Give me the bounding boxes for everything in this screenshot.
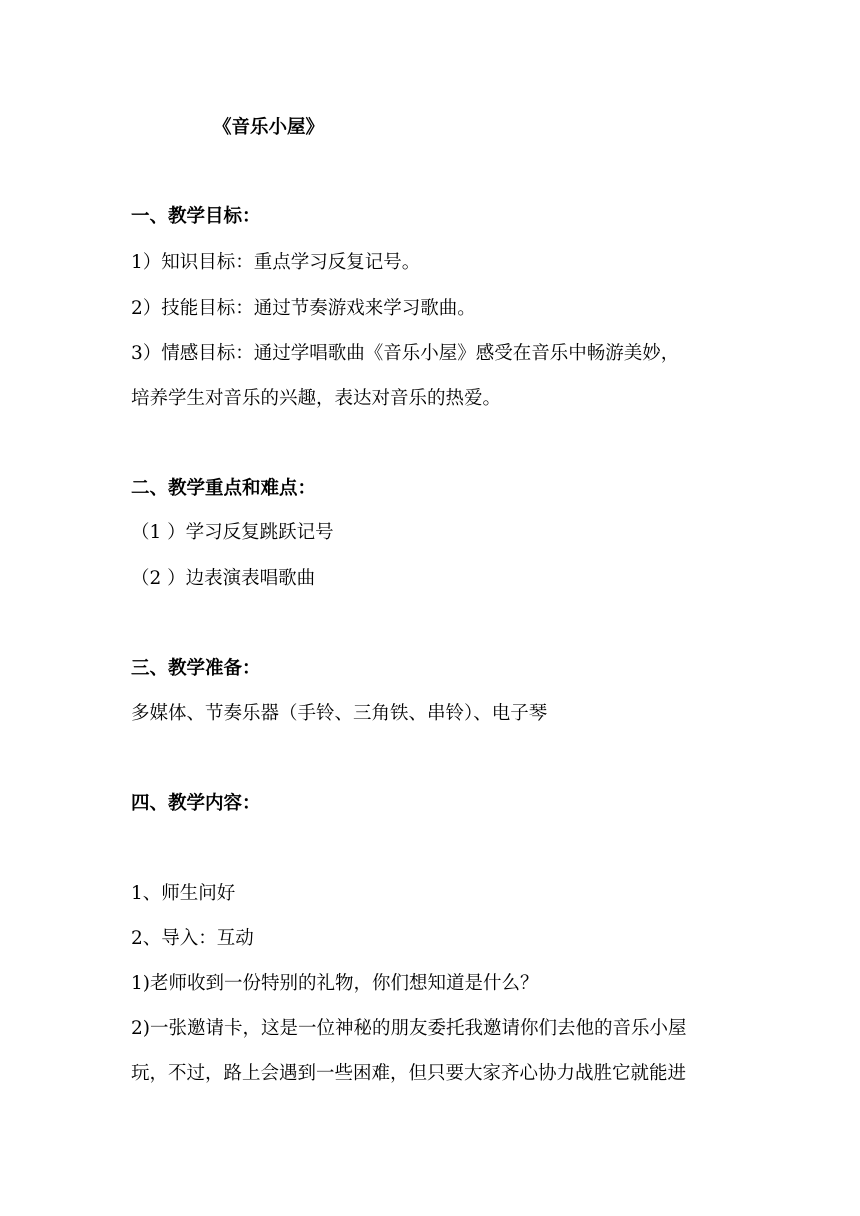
section1-item: 1）知识目标：重点学习反复记号。: [131, 252, 421, 273]
section3-item: 多媒体、节奏乐器（手铃、三角铁、串铃）、电子琴: [131, 703, 548, 724]
section2-item: （2 ）边表演表唱歌曲: [131, 568, 316, 589]
section4-heading: 四、教学内容：: [131, 793, 261, 814]
section2-item: （1 ）学习反复跳跃记号: [131, 522, 334, 543]
section4-item: 1)老师收到一份特别的礼物，你们想知道是什么？: [131, 973, 539, 994]
section2-heading: 二、教学重点和难点：: [131, 478, 317, 499]
section3-heading: 三、教学准备：: [131, 658, 261, 679]
section1-heading: 一、教学目标：: [131, 206, 261, 227]
section4-item: 2、导入：互动: [131, 928, 254, 949]
section1-item: 3）情感目标：通过学唱歌曲《音乐小屋》感受在音乐中畅游美妙，: [131, 343, 680, 364]
section1-item: 2）技能目标：通过节奏游戏来学习歌曲。: [131, 298, 476, 319]
section4-item: 2)一张邀请卡，这是一位神秘的朋友委托我邀请你们去他的音乐小屋: [131, 1018, 687, 1039]
section1-item: 培养学生对音乐的兴趣，表达对音乐的热爱。: [131, 388, 502, 409]
section4-item: 1、师生问好: [131, 883, 236, 904]
document-title: 《音乐小屋》: [213, 117, 325, 138]
section4-item: 玩，不过，路上会遇到一些困难，但只要大家齐心协力战胜它就能进: [131, 1063, 687, 1084]
